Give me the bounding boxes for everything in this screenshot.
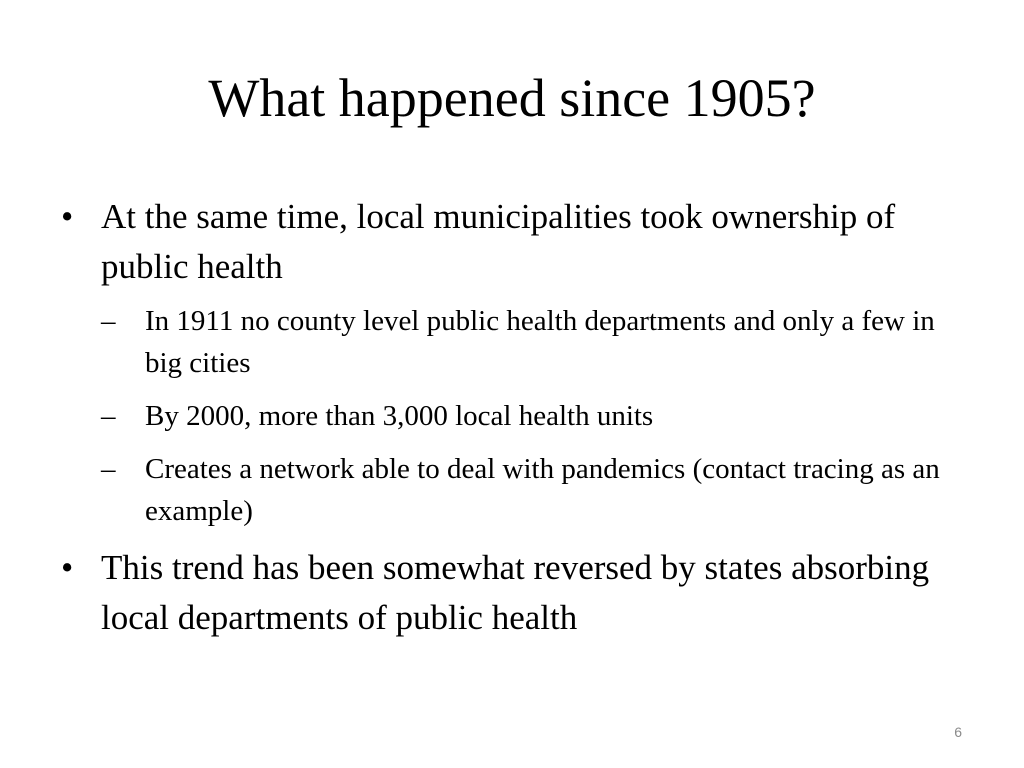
bullet-text: At the same time, local municipalities took ownership of public health (101, 197, 896, 286)
sub-bullet-text: By 2000, more than 3,000 local health units (145, 400, 654, 432)
sub-bullet-marker: – (101, 400, 116, 432)
bullet-text: This trend has been somewhat reversed by states absorbing local departments of public health (101, 548, 930, 637)
sub-bullet-item (101, 300, 978, 384)
bullet-item (58, 192, 978, 292)
sub-bullet-marker: – (101, 453, 116, 485)
bullet-marker: • (61, 197, 74, 236)
sub-bullet-list (101, 300, 978, 532)
sub-bullet-item (101, 448, 978, 532)
slide-content (58, 192, 978, 651)
sub-bullet-marker: – (101, 305, 116, 337)
sub-bullet-text: In 1911 no county level public health departments and only a few in big cities (145, 305, 935, 379)
bullet-item (58, 543, 978, 643)
sub-bullet-item (101, 395, 978, 437)
slide-title: What happened since 1905? (208, 68, 816, 128)
sub-bullet-text: Creates a network able to deal with pandemics (contact tracing as an example) (145, 453, 940, 527)
page-number: 6 (954, 724, 962, 740)
bullet-marker: • (61, 548, 74, 587)
